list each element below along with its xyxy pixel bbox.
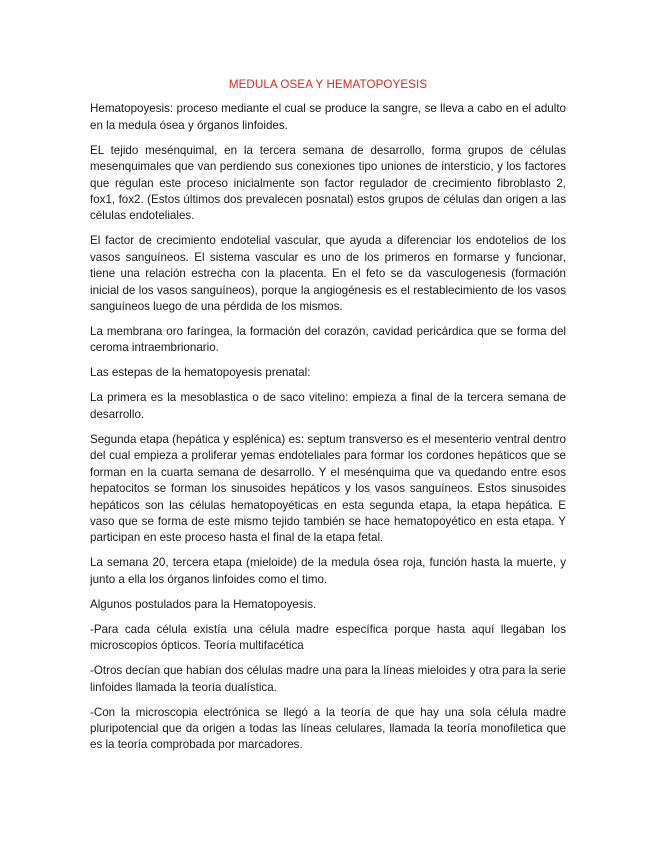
paragraph-teoria-dualistica: -Otros decían que habían dos células madre una para la líneas mieloides y otra para la serie linfoides llamada la teoría dualística. [90, 664, 566, 694]
paragraph-teoria-multifacetica: -Para cada célula existía una célula madre específica porque hasta aquí llegaban los microscopios ópticos. Teoría multifacética [90, 622, 566, 653]
document-body [90, 77, 566, 762]
paragraph-tejido-mesenquimal: EL tejido mesénquimal, en la tercera semana de desarrollo, forma grupos de células mesenquimales que van perdiendo sus conexiones tipo uniones de intersticio, y los factores que regulan este proceso inicialmente son factor regulador de crecimiento fibroblasto 2, fox1, fox2. (Estos últimos dos prevalecen posnatal) estos grupos de células dan origen a las células endoteliales. [90, 143, 566, 223]
paragraph-teoria-monofiletica: -Con la microscopia electrónica se llegó a la teoría de que hay una sola célula madre pluripotencial que da origen a todas las líneas celulares, llamada la teoría monofiletica que es la teoría comprobada por marcadores. [90, 705, 566, 752]
paragraph-membrana-oro-faringea: La membrana oro faríngea, la formación del corazón, cavidad pericárdica que se forma del ceroma intraembrionario. [90, 325, 566, 355]
paragraph-factor-crecimiento: El factor de crecimiento endotelial vascular, que ayuda a diferenciar los endotelios de los vasos sanguíneos. El sistema vascular es uno de los primeros en formarse y funcionar, tiene una relación estrecha con la placenta. En el feto se da vasculogenesis (formación inicial de los vasos sanguíneos), porque la angiogénesis es el restablecimiento de los vasos sanguíneos luego de una pérdida de los mismos. [90, 234, 566, 314]
paragraph-postulados-heading: Algunos postulados para la Hematopoyesis. [90, 597, 317, 611]
paragraph-primera-etapa: La primera es la mesoblastica o de saco vitelino: empieza a final de la tercera semana de desarrollo. [90, 391, 566, 421]
paragraph-estepas-heading: Las estepas de la hematopoyesis prenatal: [90, 366, 311, 380]
document-title: MEDULA OSEA Y HEMATOPOYESIS [228, 78, 428, 91]
paragraph-segunda-etapa: Segunda etapa (hepática y esplénica) es: septum transverso es el mesenterio ventral dentro del cual empieza a proliferar yemas endoteliales para formar los cordones hepáticos que se forman en la cuarta semana de desarrollo. Y el mesénquima que va quedando entre esos hepatocitos se forman los sinusoides hepáticos y los vasos sanguíneos. Estos sinusoides hepáticos son las células hematopoyéticas en esta segunda etapa, la etapa hepática. E vaso que se forma de este mismo tejido también se hace hematopoyético en esta etapa. Y participan en este proceso hasta el final de la etapa fetal. [90, 432, 566, 545]
paragraph-tercera-etapa: La semana 20, tercera etapa (mieloide) de la medula ósea roja, función hasta la muerte, y junto a ella los órganos linfoides como el timo. [90, 556, 566, 586]
paragraph-hematopoyesis-definition: Hematopoyesis: proceso mediante el cual se produce la sangre, se lleva a cabo en el adulto en la medula ósea y órganos linfoides. [90, 102, 566, 132]
